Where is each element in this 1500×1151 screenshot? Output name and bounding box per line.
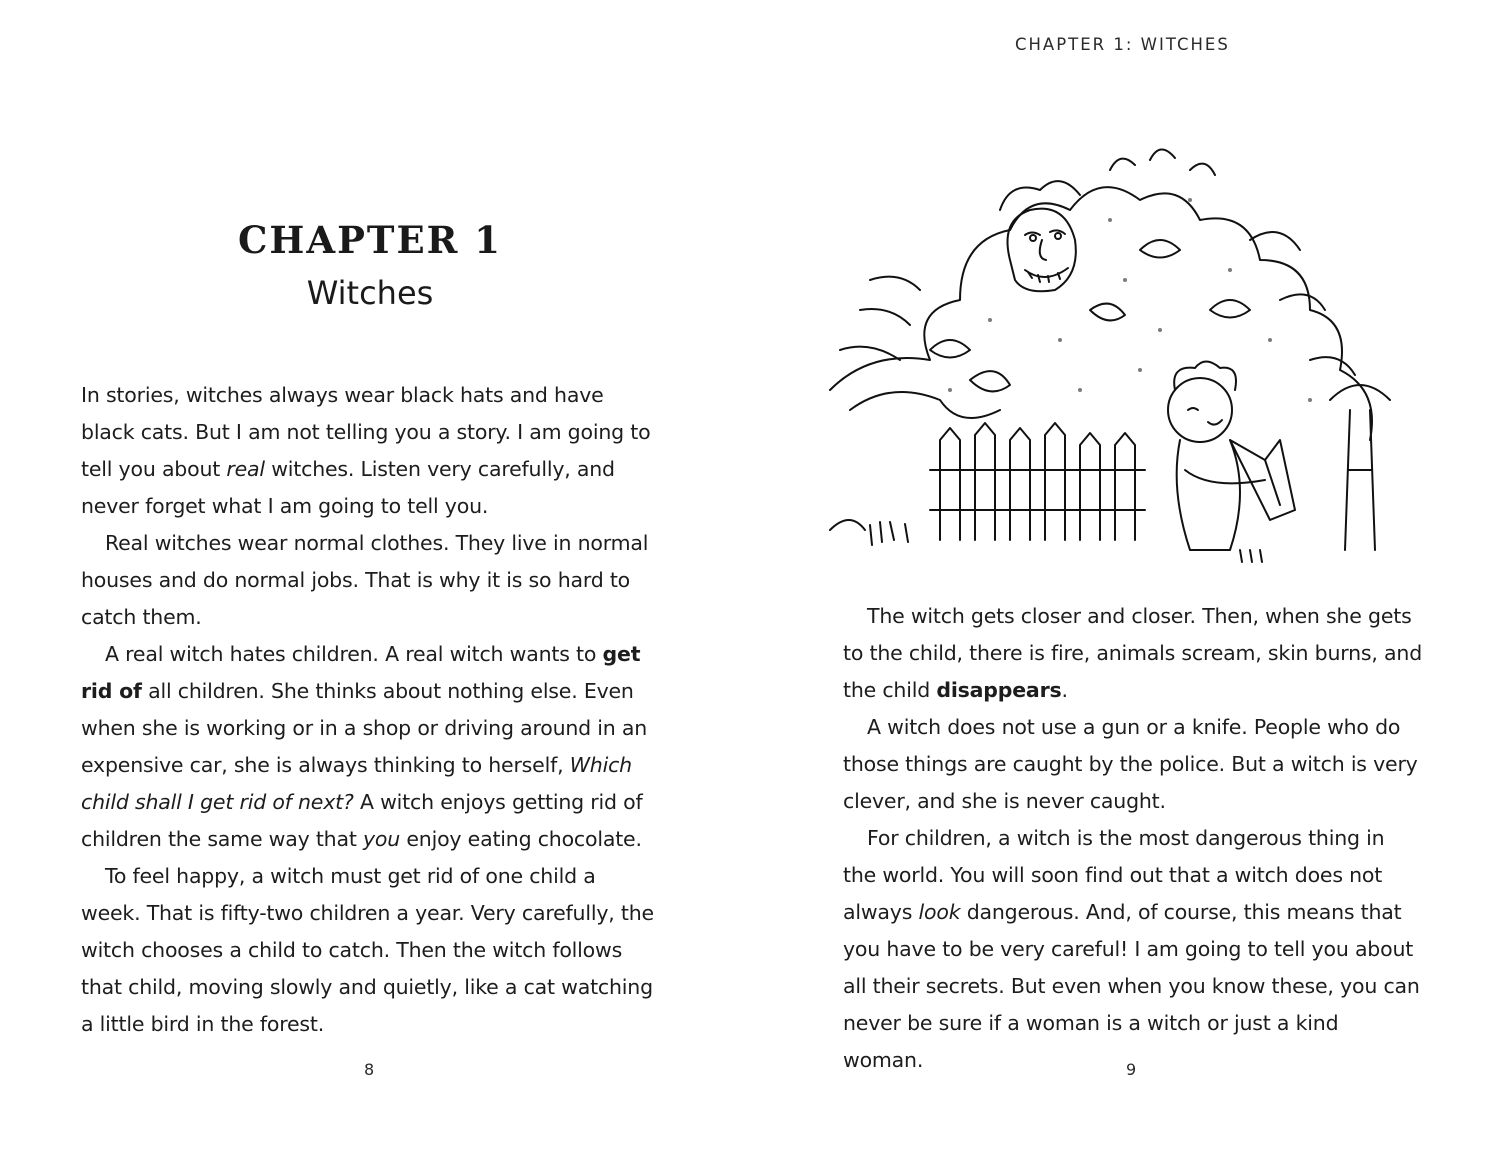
running-head: CHAPTER 1: WITCHES (1015, 35, 1230, 54)
italic-text: you (363, 827, 401, 851)
left-body-text (81, 377, 661, 1043)
italic-text: look (918, 900, 961, 924)
paragraph: A witch does not use a gun or a knife. People who do those things are caught by the police. But a witch is very clever, and she is never caught. (843, 715, 1418, 813)
right-page (750, 0, 1500, 1151)
right-body-text (843, 598, 1423, 1079)
text-run: A real witch hates children. A real witch wants to (105, 642, 603, 666)
chapter-title: Witches (306, 274, 434, 312)
glossary-term: disappears (936, 678, 1062, 702)
paragraph: To feel happy, a witch must get rid of one child a week. That is fifty-two children a year. Very carefully, the witch chooses a child to catch. Then the witch follows that child, moving slowly and quietly, like a cat watching a little bird in the forest. (81, 864, 654, 1036)
italic-text: Which child shall I get rid of next? (81, 753, 632, 814)
page-number: 9 (1126, 1060, 1137, 1079)
text-run: witches. Listen very carefully, and never forget what I am going to tell you. (81, 457, 615, 518)
text-run: For children, a witch is the most dangerous thing in the world. You will soon find out that a witch does not always (843, 826, 1385, 924)
paragraph: Real witches wear normal clothes. They live in normal houses and do normal jobs. That is why it is so hard to catch them. (81, 531, 649, 629)
chapter-number: CHAPTER 1 (237, 218, 503, 262)
glossary-term: get rid of (81, 642, 641, 703)
paragraph (81, 636, 661, 858)
text-run: . (1061, 678, 1068, 702)
text-run: In stories, witches always wear black hats and have black cats. But I am not telling you a story. I am going to tell you about (81, 383, 651, 481)
text-run: enjoy eating chocolate. (400, 827, 642, 851)
paragraph (81, 377, 661, 525)
text-run: A witch enjoys getting rid of children the same way that (81, 790, 643, 851)
witch-in-tree-and-child-reading-illustration (810, 110, 1430, 570)
italic-text: real (226, 457, 265, 481)
page-number: 8 (364, 1060, 375, 1079)
text-run: dangerous. And, of course, this means that you have to be very careful! I am going to tell you about all their secrets. But even when you know these, you can never be sure if a woman is a witch or just a kind woman. (843, 900, 1420, 1072)
text-run: The witch gets closer and closer. Then, when she gets to the child, there is fire, animals scream, skin burns, and the child (843, 604, 1423, 702)
paragraph (843, 820, 1423, 1079)
paragraph (843, 598, 1423, 709)
text-run: all children. She thinks about nothing else. Even when she is working or in a shop or driving around in an expensive car, she is always thinking to herself, (81, 679, 648, 777)
